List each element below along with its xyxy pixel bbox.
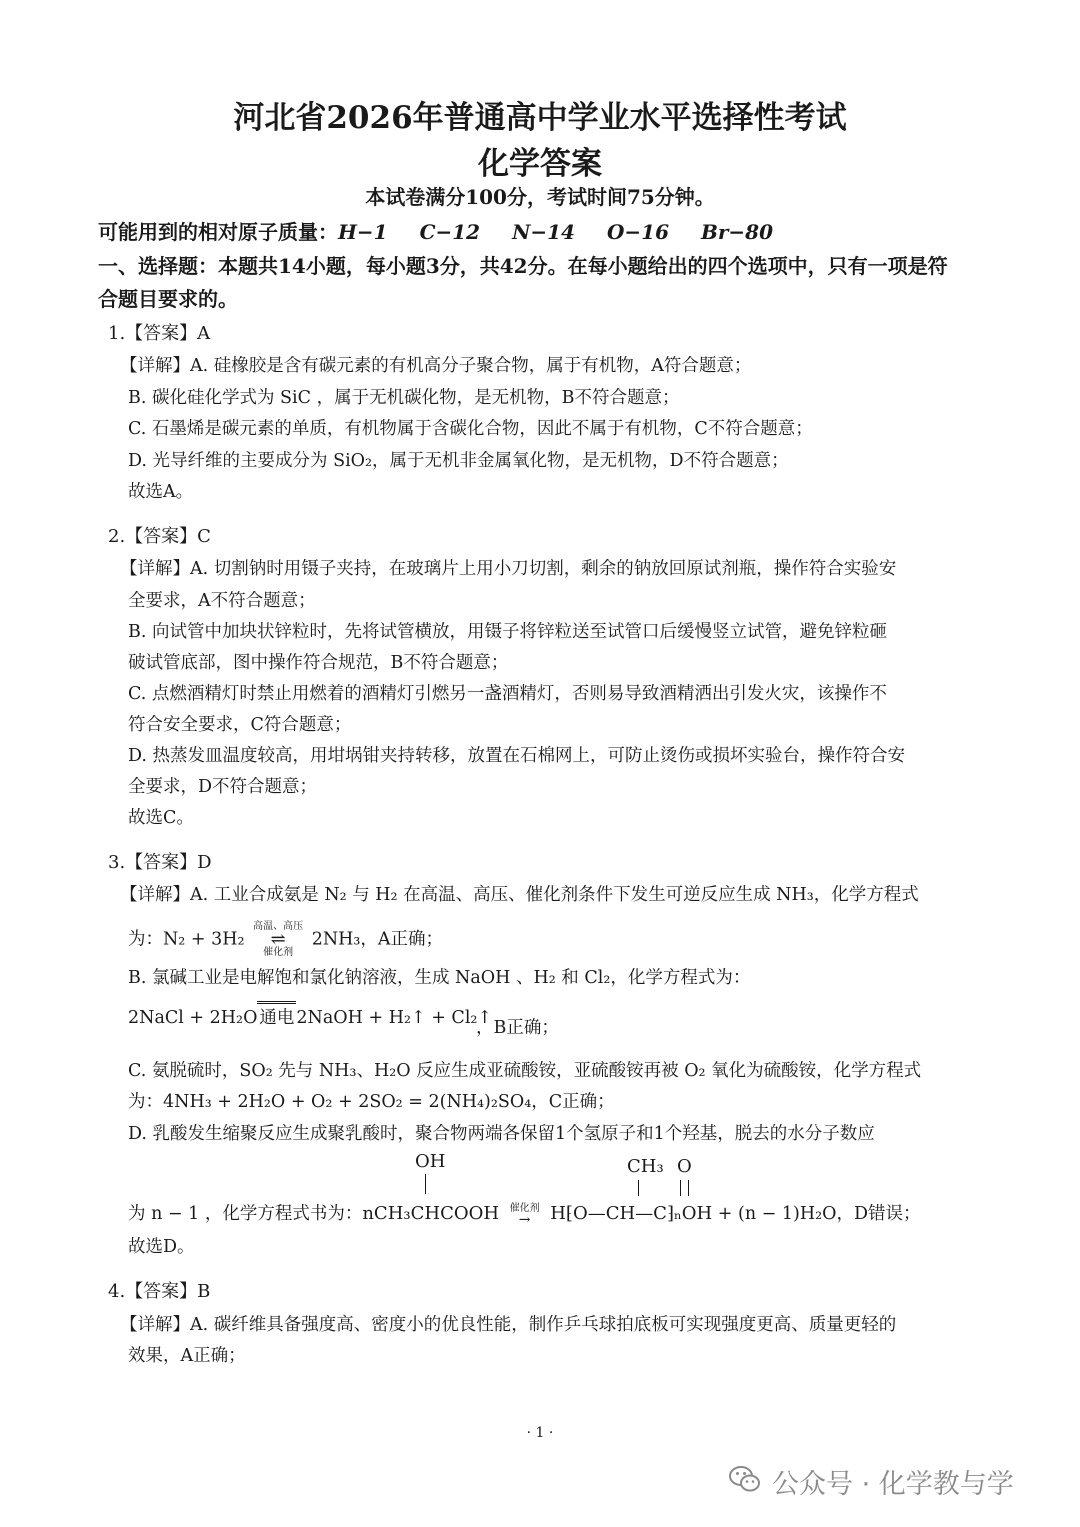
q4-answer: 4.【答案】B: [108, 1281, 211, 1302]
atomic-mass-br: Br−80: [700, 220, 774, 244]
q3-line-9: 故选D。: [128, 1237, 195, 1257]
q3-eq-b-lhs: 2NaCl + 2H₂O: [128, 1008, 258, 1028]
section-heading-line2: 合题目要求的。: [98, 287, 238, 311]
q1-line-1: 【详解】A. 硅橡胶是含有碳元素的有机高分子聚合物，属于有机物，A符合题意；: [120, 356, 752, 376]
q3-eq-d-tail: + (n − 1)H₂O，D错误；: [717, 1204, 921, 1224]
atomic-masses-line: [98, 216, 773, 245]
atomic-mass-c: C−12: [419, 220, 481, 244]
q3-line-4-tail: ，B正确；: [476, 1018, 559, 1038]
q1-line-4: D. 光导纤维的主要成分为 SiO₂，属于无机非金属氧化物，是无机物，D不符合题意；: [128, 451, 789, 471]
reversible-arrow-with-conditions: [250, 922, 306, 958]
q3-eq-d-product: H⁅O—CH—C⁆ₙOH: [550, 1203, 713, 1224]
atomic-mass-o: O−16: [606, 220, 669, 244]
q3-eq-d-cond: 催化剂: [509, 1202, 540, 1214]
document-subtitle: 化学答案: [478, 146, 602, 182]
wechat-icon: [728, 1462, 762, 1496]
q3-line-7: D. 乳酸发生缩聚反应生成聚乳酸时，聚合物两端各保留1个氢原子和1个羟基，脱去的水分子数应: [128, 1124, 875, 1144]
q2-line-1: 【详解】A. 切割钠时用镊子夹持，在玻璃片上用小刀切割，剩余的钠放回原试剂瓶，操作符合实验安: [120, 559, 897, 579]
q3-struct-ch3: CH₃: [627, 1156, 664, 1177]
q3-eq-d-intro: 为 n − 1 ，化学方程式书为：: [128, 1204, 363, 1224]
q2-line-5: C. 点燃酒精灯时禁止用燃着的酒精灯引燃另一盏酒精灯，否则易导致酒精洒出引发火灾，该操作不: [128, 684, 887, 704]
q2-line-2: 全要求，A不符合题意；: [128, 591, 316, 611]
page-number: · 1 ·: [526, 1425, 554, 1441]
exam-info: 本试卷满分100分，考试时间75分钟。: [365, 185, 715, 209]
q3-line-2: [128, 922, 443, 958]
q3-eq-a-rhs: 2NH₃，A正确；: [311, 929, 444, 950]
q3-line-6: 为：4NH₃ + 2H₂O + O₂ + 2SO₂ = 2(NH₄)₂SO₄，C正确；: [128, 1092, 615, 1112]
q3-eq-b-rhs: 2NaOH + H₂↑ + Cl₂↑: [296, 1008, 493, 1028]
q3-struct-o: O: [677, 1156, 692, 1177]
atomic-masses-label: 可能用到的相对原子质量：: [98, 220, 338, 244]
q1-line-5: 故选A。: [128, 482, 194, 502]
section-heading-line1: 一、选择题：本题共14小题，每小题3分，共42分。在每小题给出的四个选项中，只有一项是符: [98, 254, 948, 278]
q2-line-3: B. 向试管中加块状锌粒时，先将试管横放，用镊子将锌粒送至试管口后缓慢竖立试管，避免锌粒砸: [128, 622, 887, 642]
atomic-mass-n: N−14: [512, 220, 575, 244]
q2-line-8: 全要求，D不符合题意；: [128, 777, 318, 797]
q3-line-5: C. 氨脱硫时，SO₂ 先与 NH₃、H₂O 反应生成亚硫酸铵，亚硫酸铵再被 O₂ 氧化为硫酸铵，化学方程式: [128, 1061, 922, 1081]
q3-eq-a-cond-bottom: 催化剂: [263, 947, 294, 958]
watermark-text: 公众号 · 化学教与学: [772, 1469, 1014, 1500]
q3-struct-oh: OH: [415, 1151, 446, 1172]
document-title: 河北省2026年普通高中学业水平选择性考试: [233, 100, 847, 136]
q2-line-4: 破试管底部，图中操作符合规范，B不符合题意；: [128, 653, 509, 673]
catalyst-arrow: [505, 1204, 545, 1226]
q3-line-4: [128, 1001, 492, 1029]
q1-line-3: C. 石墨烯是碳元素的单质，有机物属于含碳化合物，因此不属于有机物，C不符合题意；: [128, 419, 813, 439]
q3-line-1: 【详解】A. 工业合成氨是 N₂ 与 H₂ 在高温、高压、催化剂条件下发生可逆反应生成 NH₃，化学方程式: [120, 885, 919, 905]
q3-eq-d-reactant: nCH₃CHCOOH: [362, 1203, 500, 1224]
arrow-right-icon: →: [518, 1211, 531, 1228]
q2-answer: 2.【答案】C: [108, 526, 211, 547]
q3-struct-bond-ch3: [638, 1180, 639, 1196]
q4-line-1: 【详解】A. 碳纤维具备强度高、密度小的优良性能，制作乒乓球拍底板可实现强度更高、质量更轻的: [120, 1315, 897, 1335]
reversible-arrow-icon: ⇌: [270, 929, 286, 950]
q3-struct-bond: [425, 1174, 426, 1194]
atomic-mass-h: H−1: [338, 220, 388, 244]
q2-line-7: D. 热蒸发皿温度较高，用坩埚钳夹持转移，放置在石棉网上，可防止烫伤或损坏实验台，操作符合安: [128, 746, 906, 766]
q2-line-9: 故选C。: [128, 808, 194, 828]
q3-line-3: B. 氯碱工业是电解饱和氯化钠溶液，生成 NaOH 、H₂ 和 Cl₂，化学方程式为：: [128, 968, 751, 988]
q1-line-2: B. 碳化硅化学式为 SiC ，属于无机碳化物，是无机物，B不符合题意；: [128, 388, 680, 408]
q3-struct-double-bond: [680, 1180, 689, 1196]
q4-line-2: 效果，A正确；: [128, 1346, 246, 1366]
q1-answer: 1.【答案】A: [108, 323, 211, 344]
q3-eq-a-cond-top: 高温、高压: [253, 921, 304, 932]
q3-answer: 3.【答案】D: [108, 852, 212, 873]
q2-line-6: 符合安全要求，C符合题意；: [128, 715, 352, 735]
q3-eq-b-cond: 通电: [257, 1001, 296, 1029]
q3-line-8: [128, 1200, 921, 1226]
q3-eq-a-lhs: 为：N₂ + 3H₂: [128, 929, 245, 950]
